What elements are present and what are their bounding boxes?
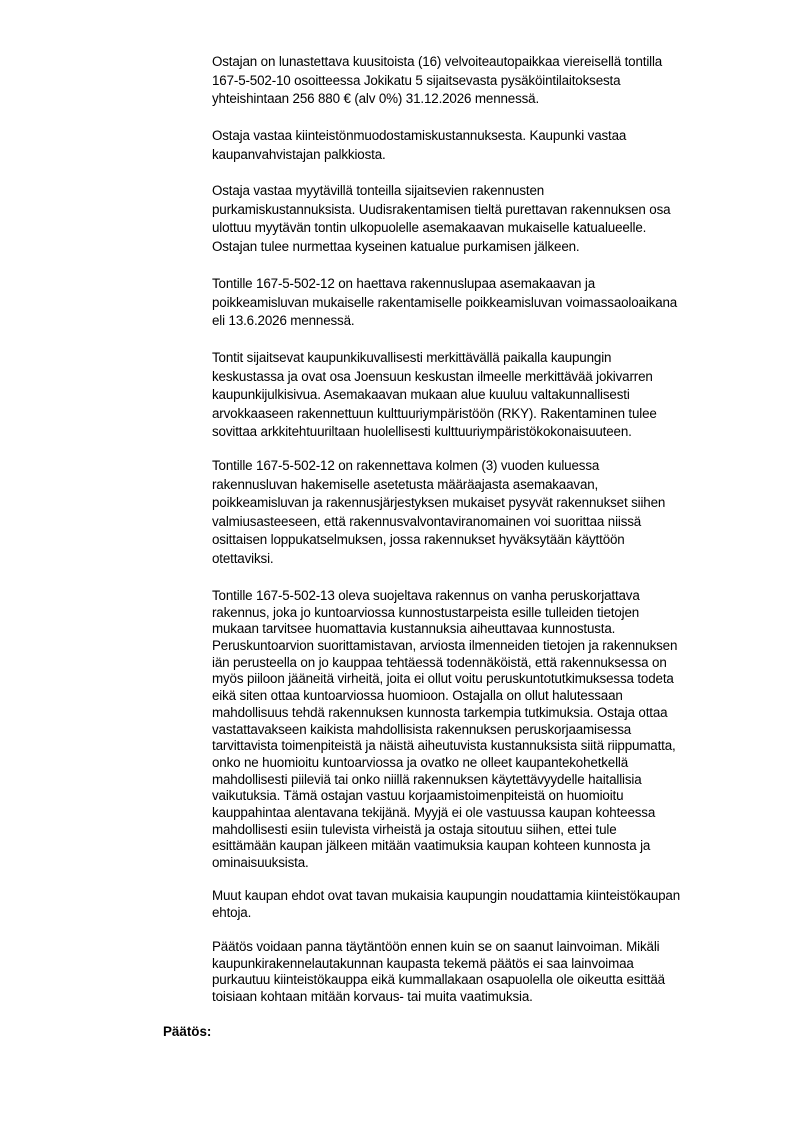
- paragraph-construction-deadline: [212, 457, 772, 568]
- text-line: sovittaa arkkitehtuuriltaan huolellisesti kulttuuriympäristökokonaisuuteen.: [212, 424, 632, 439]
- paragraph-property-formation-costs: [212, 127, 772, 164]
- text-line: poikkeamisluvan mukaiselle rakentamiselle poikkeamisluvan voimassaoloaikana: [212, 294, 678, 310]
- text-line: vastattavakseen kaikista mahdollisista rakennuksen peruskorjaamisessa: [212, 721, 632, 737]
- text-line: keskustassa ja ovat osa Joensuun keskustan ilmeelle merkittävää jokivarren: [212, 368, 653, 384]
- paragraph-building-permit: [212, 275, 772, 331]
- text-line: Ostaja vastaa myytävillä tonteilla sijaitsevien rakennusten: [212, 183, 545, 198]
- text-line: arvokkaaseen rakennettuun kulttuuriympäristöön (RKY). Rakentaminen tulee: [212, 405, 657, 421]
- text-line: Ostajan on lunastettava kuusitoista (16) velvoiteautopaikkaa viereisellä tontilla: [212, 54, 663, 69]
- text-line: Tontit sijaitsevat kaupunkikuvallisesti merkittävällä paikalla kaupungin: [212, 350, 612, 365]
- text-line: Peruskuntoarvion suorittamistavan, arviosta ilmenneiden tietojen ja rakennuksen: [212, 638, 678, 654]
- text-line: purkamiskustannuksista. Uudisrakentamisen tieltä purettavan rakennuksen osa: [212, 201, 671, 217]
- text-line: mahdollisesti piileviä tai onko niillä rakennuksen käytettävyydelle haitallisia: [212, 771, 642, 787]
- text-line: iän perusteella on jo kauppaa tehtäessä todennäköistä, että rakennuksessa on: [212, 654, 667, 670]
- text-line: yhteishintaan 256 880 € (alv 0%) 31.12.2026 mennessä.: [212, 91, 540, 106]
- text-line: Ostajan tulee nurmettaa kyseinen katualue purkamisen jälkeen.: [212, 238, 580, 254]
- decision-heading: Päätös:: [163, 1024, 212, 1039]
- text-line: tarvittavista toimenpiteistä ja näistä aiheutuvista kustannuksista siitä riippumatta,: [212, 738, 676, 754]
- text-line: osittaisen loppukatselmuksen, jossa rakennukset hyväksytään käyttöön: [212, 532, 625, 547]
- paragraph-protected-building: [212, 588, 772, 872]
- text-line: mahdollisesti esiin tulevista virheistä ja ostaja sitoutuu siihen, ettei tule: [212, 821, 617, 837]
- text-line: Päätös voidaan panna täytäntöön ennen kuin se on saanut lainvoiman. Mikäli: [212, 939, 660, 954]
- text-line: kaupunkijulkisivua. Asemakaavan mukaan alue kuuluu valtakunnallisesti: [212, 387, 630, 402]
- paragraph-location: [212, 349, 772, 442]
- text-line: rakennus, joka jo kuntoarviossa kunnostustarpeista esille tulleiden tietojen: [212, 604, 640, 620]
- paragraph-other-terms: [212, 888, 772, 921]
- paragraph-parking-obligation: [212, 53, 772, 109]
- text-line: Muut kaupan ehdot ovat tavan mukaisia kaupungin noudattamia kiinteistökaupan: [212, 888, 681, 903]
- text-line: rakennusluvan hakemiselle asetetusta määräajasta asemakaavan,: [212, 476, 599, 492]
- text-line: eikä siten ottaa kuntoarviossa huomioon. Ostajalla on ollut halutessaan: [212, 688, 623, 704]
- text-line: toisiaan kohtaan mitään korvaus- tai muita vaatimuksia.: [212, 989, 533, 1005]
- text-line: eli 13.6.2026 mennessä.: [212, 313, 355, 328]
- text-line: esittämään kaupan jälkeen mitään vaatimuksia kaupan kohteen kunnosta ja: [212, 838, 651, 854]
- text-line: Tontille 167-5-502-12 on rakennettava kolmen (3) vuoden kuluessa: [212, 458, 600, 473]
- text-line: Tontille 167-5-502-13 oleva suojeltava rakennus on vanha peruskorjattava: [212, 588, 640, 603]
- text-line: ulottuu myytävän tontin ulkopuolelle asemakaavan mukaiselle katualueelle.: [212, 220, 647, 235]
- text-line: 167-5-502-10 osoitteessa Jokikatu 5 sijaitsevasta pysäköintilaitoksesta: [212, 72, 621, 88]
- text-line: kauppahintaa alentavana tekijänä. Myyjä ei ole vastuussa kaupan kohteessa: [212, 804, 656, 820]
- text-line: purkautuu kiinteistökauppa eikä kummallakaan osapuolella ole oikeutta esittää: [212, 972, 665, 988]
- text-line: onko ne huomioitu kuntoarviossa ja ovatko ne olleet kaupantekohetkellä: [212, 754, 629, 770]
- text-line: Ostaja vastaa kiinteistönmuodostamiskustannuksesta. Kaupunki vastaa: [212, 128, 627, 143]
- paragraph-demolition-costs: [212, 182, 772, 256]
- text-line: mahdollisuus tehdä rakennuksen kunnosta tarkempia tutkimuksia. Ostaja ottaa: [212, 704, 668, 720]
- text-line: ehtoja.: [212, 904, 252, 920]
- text-line: myös piiloon jääneitä virheitä, joita ei ollut voitu peruskuntotutkimuksessa todeta: [212, 671, 674, 687]
- text-line: valmiusasteeseen, että rakennusvalvontaviranomainen voi suorittaa niissä: [212, 513, 642, 529]
- text-line: kaupanvahvistajan palkkiosta.: [212, 146, 386, 162]
- text-line: ominaisuuksista.: [212, 855, 309, 870]
- text-line: mukaan tarvitsee huomattavia kustannuksia aiheuttavaa kunnostusta.: [212, 621, 616, 637]
- text-line: otettaviksi.: [212, 550, 274, 566]
- paragraph-enforcement: [212, 939, 772, 1006]
- text-line: kaupunkirakennelautakunnan kaupasta tekemä päätös ei saa lainvoimaa: [212, 955, 634, 971]
- text-line: Tontille 167-5-502-12 on haettava rakennuslupaa asemakaavan ja: [212, 276, 596, 291]
- text-line: poikkeamisluvan ja rakennusjärjestyksen mukaiset pysyvät rakennukset siihen: [212, 495, 666, 510]
- text-line: vaikutuksia. Tämä ostajan vastuu korjaamistoimenpiteistä on huomioitu: [212, 788, 624, 804]
